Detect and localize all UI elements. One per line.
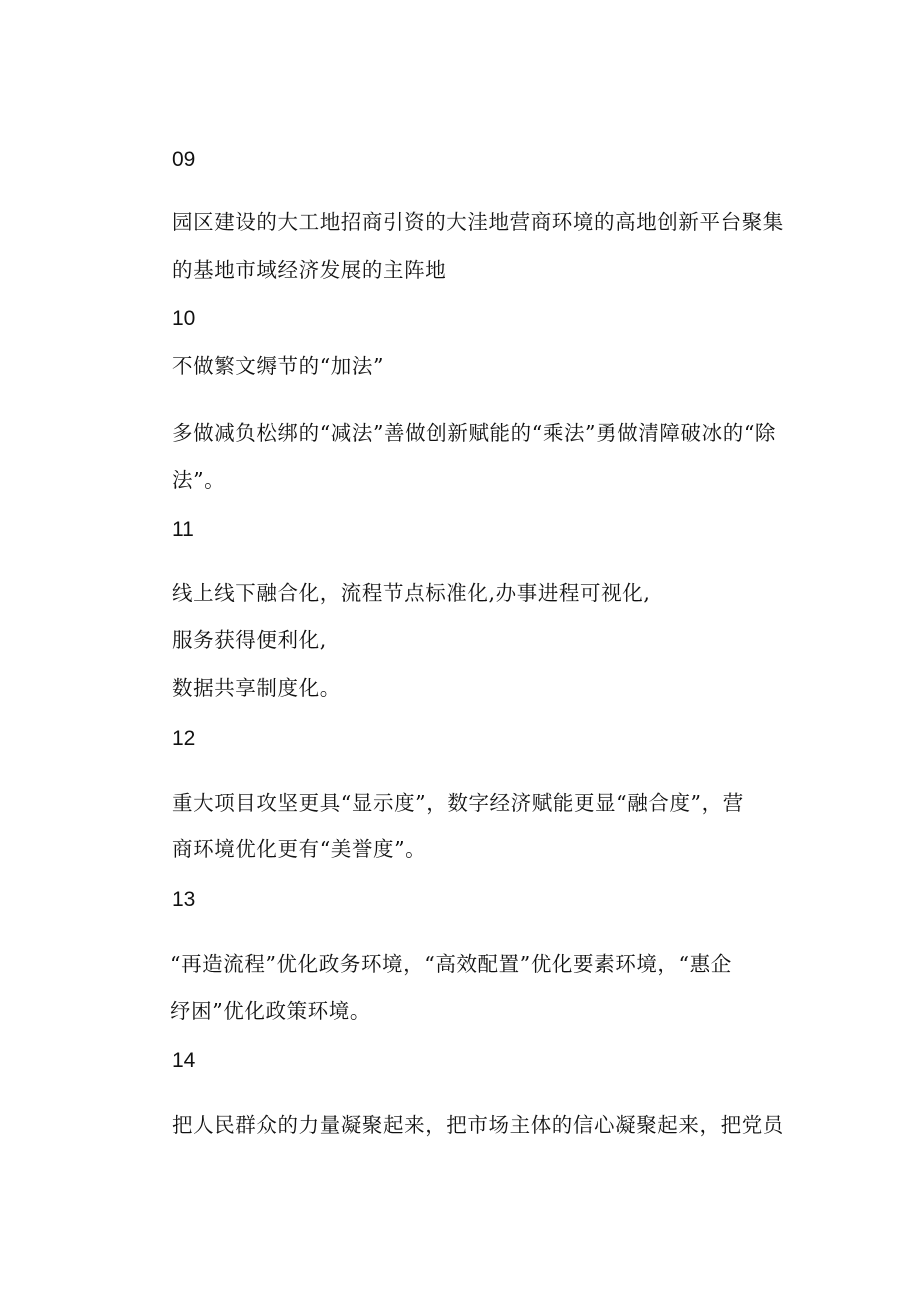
section-12-line-2: 商环境优化更有“美誉度”。 [172, 837, 427, 861]
section-number-10: 10 [172, 307, 196, 330]
section-13-line-1: “再造流程”优化政务环境，“高效配置”优化要素环境，“惠企 [170, 952, 732, 976]
section-13-line-2: 纾困”优化政策环境。 [170, 999, 371, 1023]
section-10-line-3: 法”。 [172, 468, 226, 492]
section-10-line-2: 多做减负松绑的“减法”善做创新赋能的“乘法”勇做清障破冰的“除 [172, 421, 776, 445]
section-11-line-2: 服务获得便利化, [172, 628, 327, 652]
section-09-line-1: 园区建设的大工地招商引资的大洼地营商环境的高地创新平台聚集 [172, 210, 784, 234]
section-12-line-1: 重大项目攻坚更具“显示度”，数字经济赋能更显“融合度”，营 [172, 791, 744, 815]
section-14-line-1: 把人民群众的力量凝聚起来，把市场主体的信心凝聚起来，把党员 [172, 1113, 784, 1137]
section-number-09: 09 [172, 148, 196, 171]
section-09-line-2: 的基地市域经济发展的主阵地 [172, 258, 447, 282]
section-number-12: 12 [172, 727, 196, 750]
section-number-14: 14 [172, 1049, 196, 1072]
section-number-13: 13 [172, 888, 196, 911]
section-11-line-1: 线上线下融合化，流程节点标准化,办事进程可视化, [172, 581, 651, 605]
section-number-11: 11 [172, 518, 194, 541]
section-11-line-3: 数据共享制度化。 [172, 676, 341, 700]
section-10-line-1: 不做繁文缛节的“加法” [172, 354, 385, 378]
